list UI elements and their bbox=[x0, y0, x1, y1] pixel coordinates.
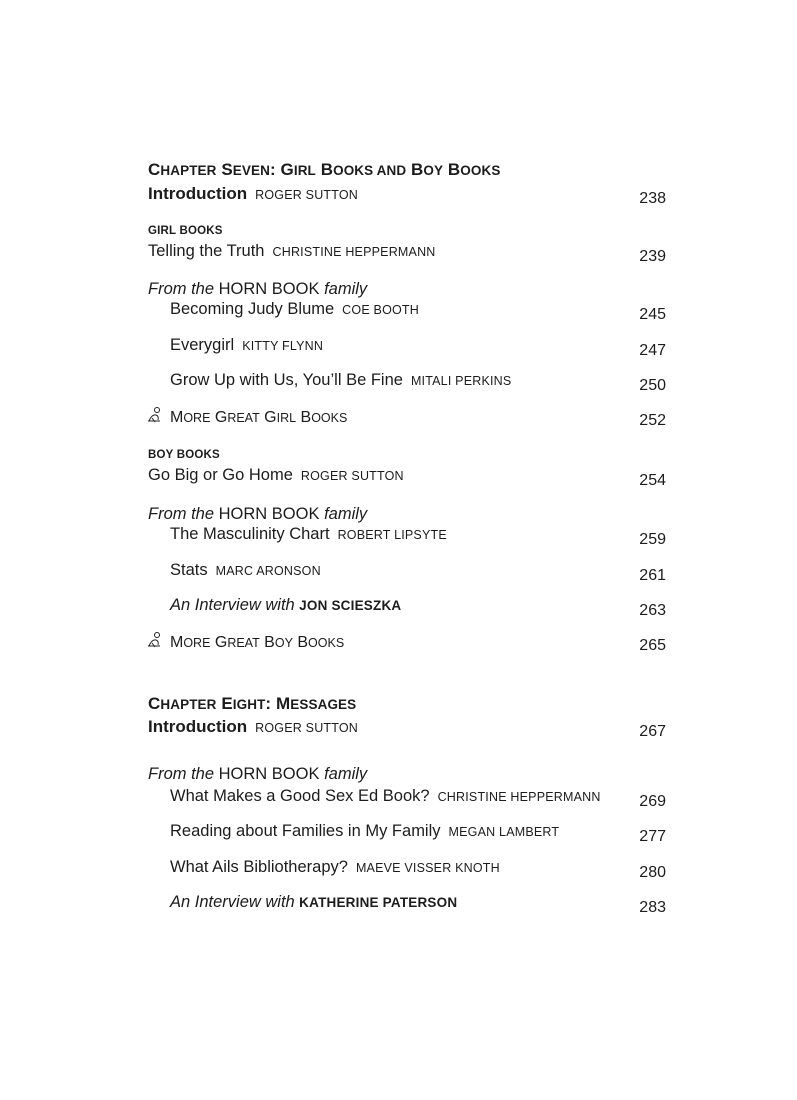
section-heading: BOY BOOKS bbox=[148, 449, 220, 461]
entry-title: What Ails Bibliotherapy? bbox=[170, 858, 348, 876]
entry-page: 238 bbox=[639, 190, 666, 207]
entry-title: Stats bbox=[170, 561, 208, 579]
entry-page: 247 bbox=[639, 342, 666, 359]
entry-title: Introduction bbox=[148, 717, 248, 736]
interview-person: KATHERINE PATERSON bbox=[299, 895, 458, 910]
family-heading: From the HORN BOOK family bbox=[148, 765, 368, 783]
toc-entry[interactable] bbox=[170, 300, 666, 324]
toc-entry[interactable] bbox=[170, 561, 666, 585]
entry-author: COE BOOTH bbox=[342, 303, 419, 317]
entry-page: 269 bbox=[639, 793, 666, 810]
entry-author: ROGER SUTTON bbox=[300, 469, 404, 483]
entry-title: The Masculinity Chart bbox=[170, 525, 330, 543]
toc-entry[interactable] bbox=[170, 336, 666, 360]
entry-author: CHRISTINE HEPPERMANN bbox=[272, 245, 436, 259]
entry-title: Becoming Judy Blume bbox=[170, 300, 335, 318]
section-heading: GIRL BOOKS bbox=[148, 225, 223, 237]
entry-page: 263 bbox=[639, 602, 666, 619]
interview-entry[interactable] bbox=[170, 893, 666, 917]
entry-page: 280 bbox=[639, 864, 666, 881]
entry-author: MITALI PERKINS bbox=[410, 374, 512, 388]
entry-page: 265 bbox=[639, 637, 666, 654]
family-heading: From the HORN BOOK family bbox=[148, 280, 368, 298]
entry-author: KITTY FLYNN bbox=[242, 339, 324, 353]
entry-page: 254 bbox=[639, 472, 666, 489]
toc-entry[interactable] bbox=[148, 242, 666, 266]
toc-entry[interactable] bbox=[170, 371, 666, 395]
entry-author: CHRISTINE HEPPERMANN bbox=[437, 790, 601, 804]
entry-author: MEGAN LAMBERT bbox=[448, 825, 560, 839]
entry-page: 267 bbox=[639, 723, 666, 740]
toc-entry[interactable] bbox=[170, 525, 666, 549]
entry-author: ROGER SUTTON bbox=[255, 188, 359, 202]
interview-person: JON SCIESZKA bbox=[299, 598, 402, 613]
entry-author: ROGER SUTTON bbox=[255, 721, 359, 735]
book-reader-icon bbox=[146, 406, 164, 424]
chapter-seven-heading: CHAPTER SEVEN: GIRL BOOKS AND BOY BOOKS bbox=[148, 160, 501, 179]
more-great-girl-books-entry[interactable]: MORE GREAT GIRL BOOKS 252 bbox=[170, 406, 666, 430]
chapter-eight-heading: CHAPTER EIGHT: MESSAGES bbox=[148, 694, 357, 713]
entry-author: MAEVE VISSER KNOTH bbox=[355, 861, 500, 875]
entry-page: 245 bbox=[639, 306, 666, 323]
entry-title: Go Big or Go Home bbox=[148, 466, 293, 484]
entry-title: Telling the Truth bbox=[148, 242, 265, 260]
toc-entry[interactable] bbox=[170, 822, 666, 846]
toc-entry[interactable] bbox=[148, 184, 666, 208]
entry-title: Introduction bbox=[148, 184, 248, 203]
entry-title: Grow Up with Us, You’ll Be Fine bbox=[170, 371, 403, 389]
entry-page: 261 bbox=[639, 567, 666, 584]
toc-entry[interactable] bbox=[148, 466, 666, 490]
interview-prefix: An Interview with bbox=[170, 596, 295, 614]
entry-author: ROBERT LIPSYTE bbox=[337, 528, 447, 542]
toc-entry[interactable] bbox=[170, 787, 666, 811]
more-great-boy-books-entry[interactable]: MORE GREAT BOY BOOKS 265 bbox=[170, 631, 666, 655]
entry-title: What Makes a Good Sex Ed Book? bbox=[170, 787, 430, 805]
entry-page: 283 bbox=[639, 899, 666, 916]
interview-entry[interactable] bbox=[170, 596, 666, 620]
interview-prefix: An Interview with bbox=[170, 893, 295, 911]
book-reader-icon bbox=[146, 631, 164, 649]
entry-author: MARC ARONSON bbox=[215, 564, 321, 578]
entry-page: 277 bbox=[639, 828, 666, 845]
toc-entry[interactable] bbox=[148, 717, 666, 741]
entry-title: Reading about Families in My Family bbox=[170, 822, 441, 840]
entry-page: 239 bbox=[639, 248, 666, 265]
family-heading: From the HORN BOOK family bbox=[148, 505, 368, 523]
entry-title: Everygirl bbox=[170, 336, 235, 354]
toc-entry[interactable] bbox=[170, 858, 666, 882]
entry-page: 250 bbox=[639, 377, 666, 394]
entry-page: 252 bbox=[639, 412, 666, 429]
entry-page: 259 bbox=[639, 531, 666, 548]
